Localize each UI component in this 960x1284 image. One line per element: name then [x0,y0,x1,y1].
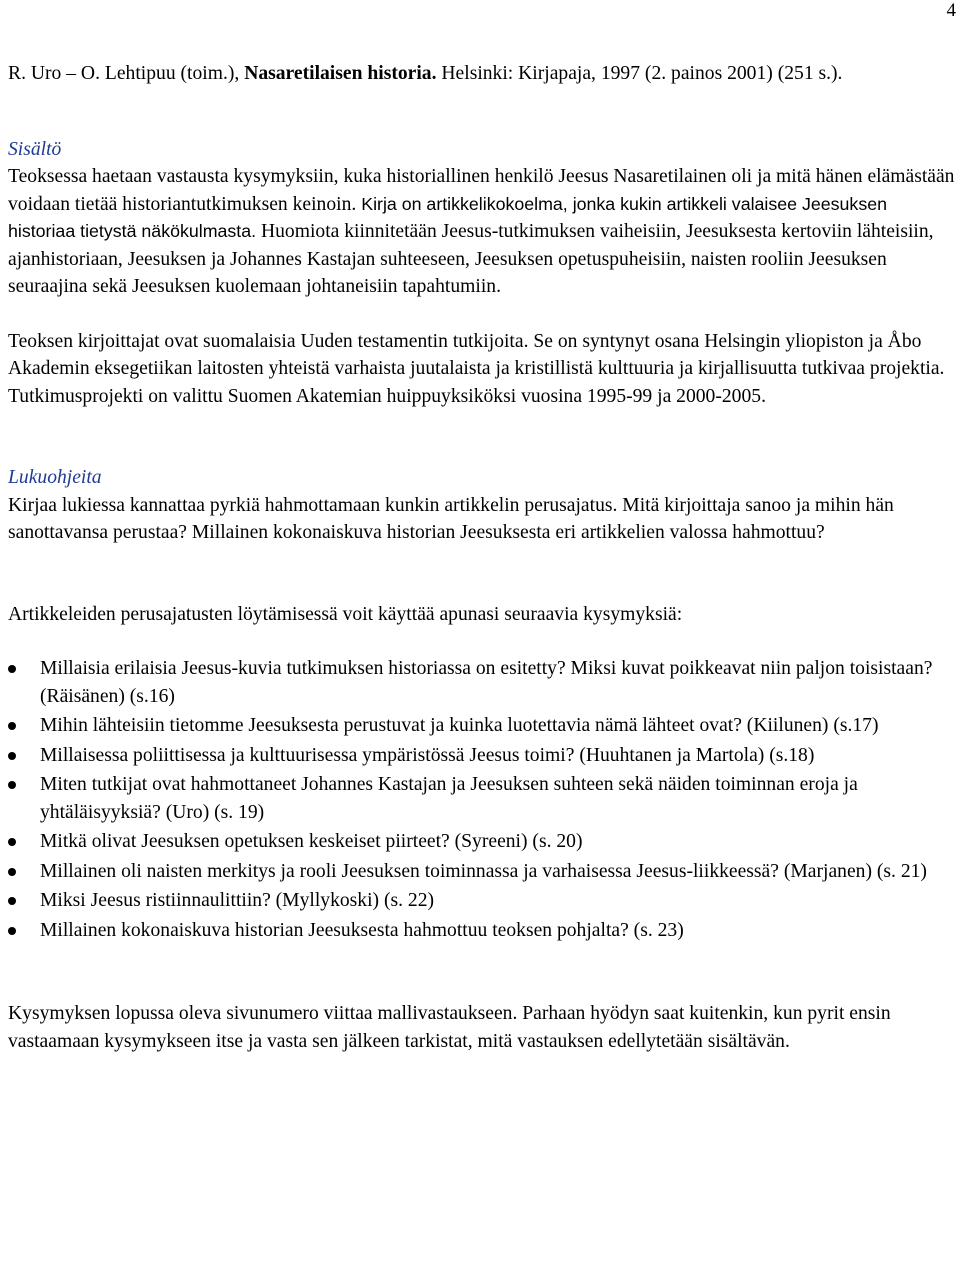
list-item: Millaisessa poliittisessa ja kulttuurisessa ympäristössä Jeesus toimi? (Huuhtanen ja Martola) (s.18) [8,742,958,770]
bullet-icon [8,665,16,673]
bullet-icon [8,927,16,935]
list-item: Miksi Jeesus ristiinnaulittiin? (Myllykoski) (s. 22) [8,887,958,915]
bullet-icon [8,838,16,846]
sisalto-paragraph-1 [8,163,958,301]
list-item: Millainen oli naisten merkitys ja rooli Jeesuksen toiminnassa ja varhaisessa Jeesus-liikkeessä? (Marjanen) (s. 21) [8,858,958,886]
bullet-icon [8,868,16,876]
list-item: Miten tutkijat ovat hahmottaneet Johannes Kastajan ja Jeesuksen suhteen sekä näiden toiminnan eroja ja yhtäläisyyksiä? (Uro) (s. 19) [8,771,958,826]
sisalto-p1-part-c: Huomiota kiinnitetään Jeesus-tutkimuksen vaiheisiin, Jeesuksesta kertoviin lähteisiin, ajanhistoriaan, Jeesuksen ja Johannes Kastajan suhteeseen, Jeesuksen opetuspuheisiin, naisten rooliin Jeesuksen seuraajina sekä Jeesuksen kuolemaan johtaneisiin tapahtumiin. [8,221,934,297]
sisalto-p1-part-a: Teoksessa haetaan vastausta kysymyksiin, kuka historiallinen henkilö Jeesus Nasaretilainen oli ja mitä hänen elämästään voidaan tietää historiantutkimuksen keinoin. [8,166,955,215]
list-item: Millaisia erilaisia Jeesus-kuvia tutkimuksen historiassa on esitetty? Miksi kuvat poikkeavat niin paljon toisistaan? (Räisänen) (s.16) [8,655,958,710]
page-number: 4 [946,0,956,21]
sisalto-paragraph-2 [8,328,958,411]
sisalto-p2-part-c: Tutkimusprojekti on valittu Suomen Akatemian huippuyksiköksi vuosina 1995-99 ja 2000-2005. [8,385,766,407]
list-item: Millainen kokonaiskuva historian Jeesuksesta hahmottuu teoksen pohjalta? (s. 23) [8,917,958,945]
sisalto-p2-part-b: Se on syntynyt osana Helsingin yliopiston ja Åbo Akademin eksegetiikan laitosten yhteistä varhaista juutalaista ja kristillistä kulttuuria ja kirjallisuutta tutkivaa projektia. [8,330,945,379]
reference-publisher: Helsinki: Kirjapaja, 1997 (2. painos 2001) (251 s.). [436,63,843,84]
list-item: Mihin lähteisiin tietomme Jeesuksesta perustuvat ja kuinka luotettavia nämä lähteet ovat? (Kiilunen) (s.17) [8,712,958,740]
sisalto-p1-part-b: Kirja on artikkelikokoelma, jonka kukin artikkeli valaisee Jeesuksen historiaa tietystä näkökulmasta. [8,193,887,241]
list-item: Mitkä olivat Jeesuksen opetuksen keskeiset piirteet? (Syreeni) (s. 20) [8,828,958,856]
section-heading-lukuohjeita: Lukuohjeita [8,467,102,488]
bullet-icon [8,722,16,730]
questions-intro: Artikkeleiden perusajatusten löytämisessä voit käyttää apunasi seuraavia kysymyksiä: [8,603,683,625]
section-heading-sisalto: Sisältö [8,138,62,160]
bullet-icon [8,897,16,905]
sisalto-p2-part-a: Teoksen kirjoittajat ovat suomalaisia Uuden testamentin tutkijoita. [8,330,529,352]
bullet-icon [8,781,16,789]
reference-title: Nasaretilaisen historia. [244,63,437,84]
bullet-icon [8,752,16,760]
document-body [8,60,958,1055]
closing-paragraph: Kysymyksen lopussa oleva sivunumero viittaa mallivastaukseen. Parhaan hyödyn saat kuitenkin, kun pyrit ensin vastaamaan kysymykseen itse ja vasta sen jälkeen tarkistat, mitä vastauksen edellytetään sisältävän. [8,1003,891,1052]
book-reference [8,60,958,88]
questions-list [8,655,958,944]
lukuohjeita-paragraph-1: Kirjaa lukiessa kannattaa pyrkiä hahmottamaan kunkin artikkelin perusajatus. Mitä kirjoittaja sanoo ja mihin hän sanottavansa perustaa? Millainen kokonaiskuva historian Jeesuksesta eri artikkelien valossa hahmottuu? [8,494,894,543]
reference-authors: R. Uro – O. Lehtipuu (toim.), [8,63,245,84]
